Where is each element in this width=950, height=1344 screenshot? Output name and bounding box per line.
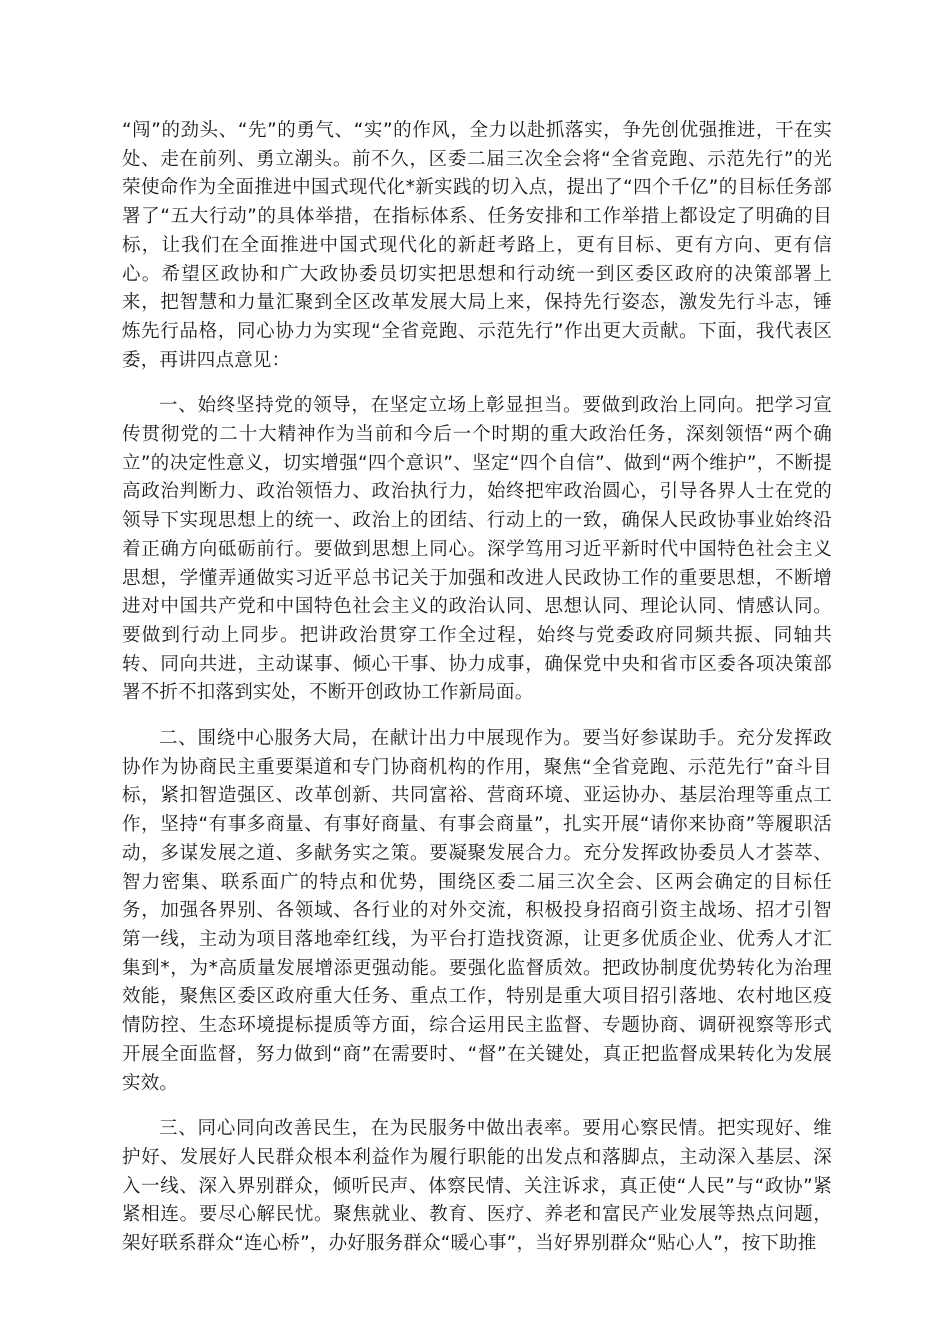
paragraph-point-one: 一、始终坚持党的领导，在坚定立场上彰显担当。要做到政治上同向。把学习宣传贯彻党的二十大精神作为当前和今后一个时期的重大政治任务，深刻领悟“两个确立”的决定性意义，切实增强“四个意识”、坚定“四个自信”、做到“两个维护”，不断提高政治判断力、政治领悟力、政治执行力，始终把牢政治圆心，引导各界人士在党的领导下实现思想上的统一、政治上的团结、行动上的一致，确保人民政协事业始终沿着正确方向砥砺前行。要做到思想上同心。深学笃用习近平新时代中国特色社会主义思想，学懂弄通做实习近平总书记关于加强和改进人民政协工作的重要思想，不断增进对中国共产党和中国特色社会主义的政治认同、思想认同、理论认同、情感认同。要做到行动上同步。把讲政治贯穿工作全过程，始终与党委政府同频共振、同轴共转、同向共进，主动谋事、倾心干事、协力成事，确保党中央和省市区委各项决策部署不折不扣落到实处，不断开创政协工作新局面。 [122,395,832,704]
paragraph-point-three: 三、同心同向改善民生，在为民服务中做出表率。要用心察民情。把实现好、维护好、发展好人民群众根本利益作为履行职能的出发点和落脚点，主动深入基层、深入一线、深入界别群众，倾听民声、体察民情、关注诉求，真正使“人民”与“政协”紧紧相连。要尽心解民忧。聚焦就业、教育、医疗、养老和富民产业发展等热点问题，架好联系群众“连心桥”，办好服务群众“暖心事”，当好界别群众“贴心人”，按下助推 [122,1118,832,1255]
paragraph-intro: “闯”的劲头、“先”的勇气、“实”的作风，全力以赴抓落实，争先创优强推进，干在实处、走在前列、勇立潮头。前不久，区委二届三次全会将“全省竞跑、示范先行”的光荣使命作为全面推进中国式现代化*新实践的切入点，提出了“四个千亿”的目标任务部署了“五大行动”的具体举措，在指标体系、任务安排和工作举措上都设定了明确的目标，让我们在全面推进中国式现代化的新赶考路上，更有目标、更有方向、更有信心。希望区政协和广大政协委员切实把思想和行动统一到区委区政府的决策部署上来，把智慧和力量汇聚到全区改革发展大局上来，保持先行姿态，激发先行斗志，锤炼先行品格，同心协力为实现“全省竞跑、示范先行”作出更大贡献。下面，我代表区委，再讲四点意见： [122,120,832,371]
paragraph-point-two: 二、围绕中心服务大局，在献计出力中展现作为。要当好参谋助手。充分发挥政协作为协商民主重要渠道和专门协商机构的作用，聚焦“全省竞跑、示范先行”奋斗目标，紧扣智造强区、改革创新、共同富裕、营商环境、亚运协办、基层治理等重点工作，坚持“有事多商量、有事好商量、有事会商量”，扎实开展“请你来协商”等履职活动，多谋发展之道、多献务实之策。要凝聚发展合力。充分发挥政协委员人才荟萃、智力密集、联系面广的特点和优势，围绕区委二届三次全会、区两会确定的目标任务，加强各界别、各领域、各行业的对外交流，积极投身招商引资主战场、招才引智第一线，主动为项目落地牵红线，为平台打造找资源，让更多优质企业、优秀人才汇集到*，为*高质量发展增添更强动能。要强化监督质效。把政协制度优势转化为治理效能，聚焦区委区政府重大任务、重点工作，特别是重大项目招引落地、农村地区疫情防控、生态环境提标提质等方面，综合运用民主监督、专题协商、调研视察等形式开展全面监督，努力做到“商”在需要时、“督”在关键处，真正把监督成果转化为发展实效。 [122,728,832,1094]
document-body [122,117,832,1276]
